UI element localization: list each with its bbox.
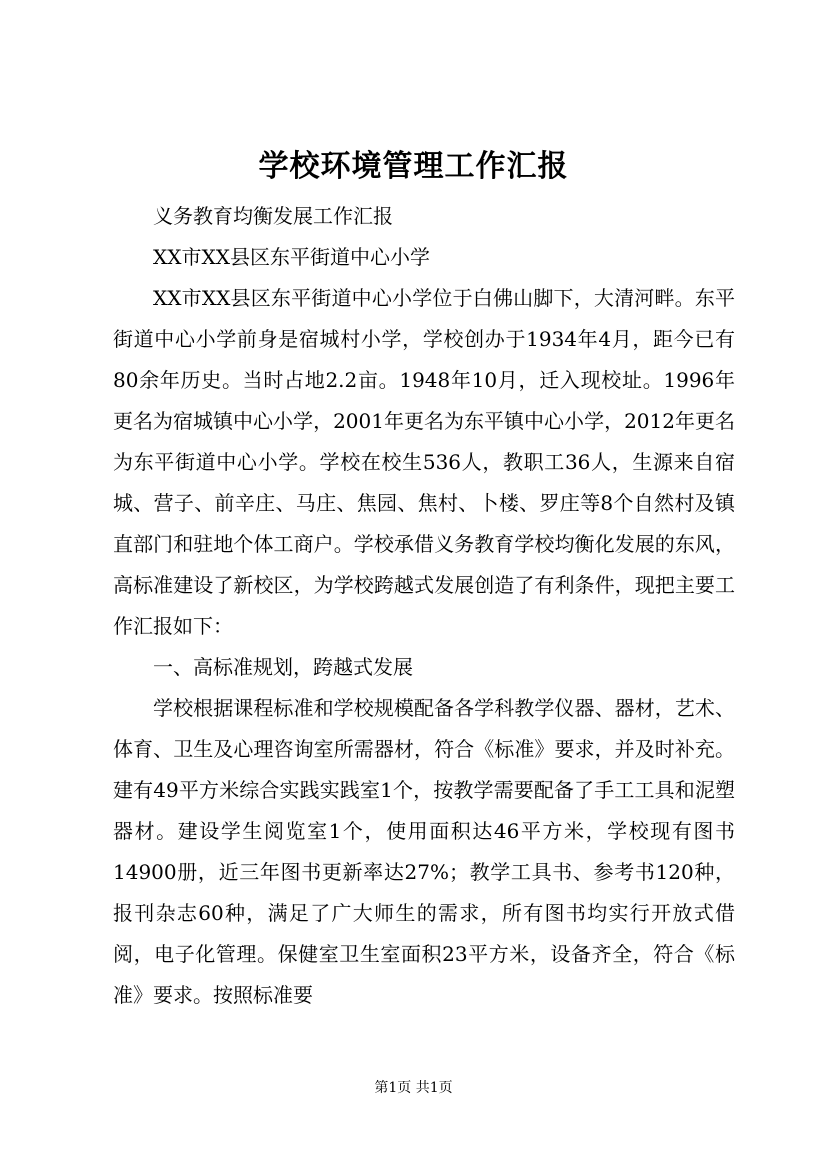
paragraph-facilities: 学校根据课程标准和学校规模配备各学科教学仪器、器材，艺术、体育、卫生及心理咨询室所需器材，符合《标准》要求，并及时补充。建有49平方米综合实践实践室1个，按教学需要配备了手工工具和泥塑器材。建设学生阅览室1个，使用面积达46平方米，学校现有图书14900册，近三年图书更新率达27%；教学工具书、参考书120种，报刊杂志60种，满足了广大师生的需求，所有图书均实行开放式借阅，电子化管理。保健室卫生室面积23平方米，设备齐全，符合《标准》要求。按照标准要 (113, 696, 735, 1007)
document-body (113, 196, 735, 1016)
document-title: 学校环境管理工作汇报 (258, 149, 569, 184)
paragraph-school-name: XX市XX县区东平街道中心小学 (153, 245, 430, 269)
paragraph-introduction: XX市XX县区东平街道中心小学位于白佛山脚下，大清河畔。东平街道中心小学前身是宿城村小学，学校创办于1934年4月，距今已有80余年历史。当时占地2.2亩。1948年10月，迁入现校址。1996年更名为宿城镇中心小学，2001年更名为东平镇中心小学，2012年更名为东平街道中心小学。学校在校生536人，教职工36人，生源来自宿城、营子、前辛庄、马庄、焦园、焦村、卜楼、罗庄等8个自然村及镇直部门和驻地个体工商户。学校承借义务教育学校均衡化发展的东风，高标准建设了新校区，为学校跨越式发展创造了有利条件，现把主要工作汇报如下： (113, 286, 735, 638)
page-footer: 第1页 共1页 (374, 1080, 453, 1096)
paragraph-subtitle: 义务教育均衡发展工作汇报 (153, 204, 393, 228)
section-heading: 一、高标准规划，跨越式发展 (153, 655, 413, 679)
